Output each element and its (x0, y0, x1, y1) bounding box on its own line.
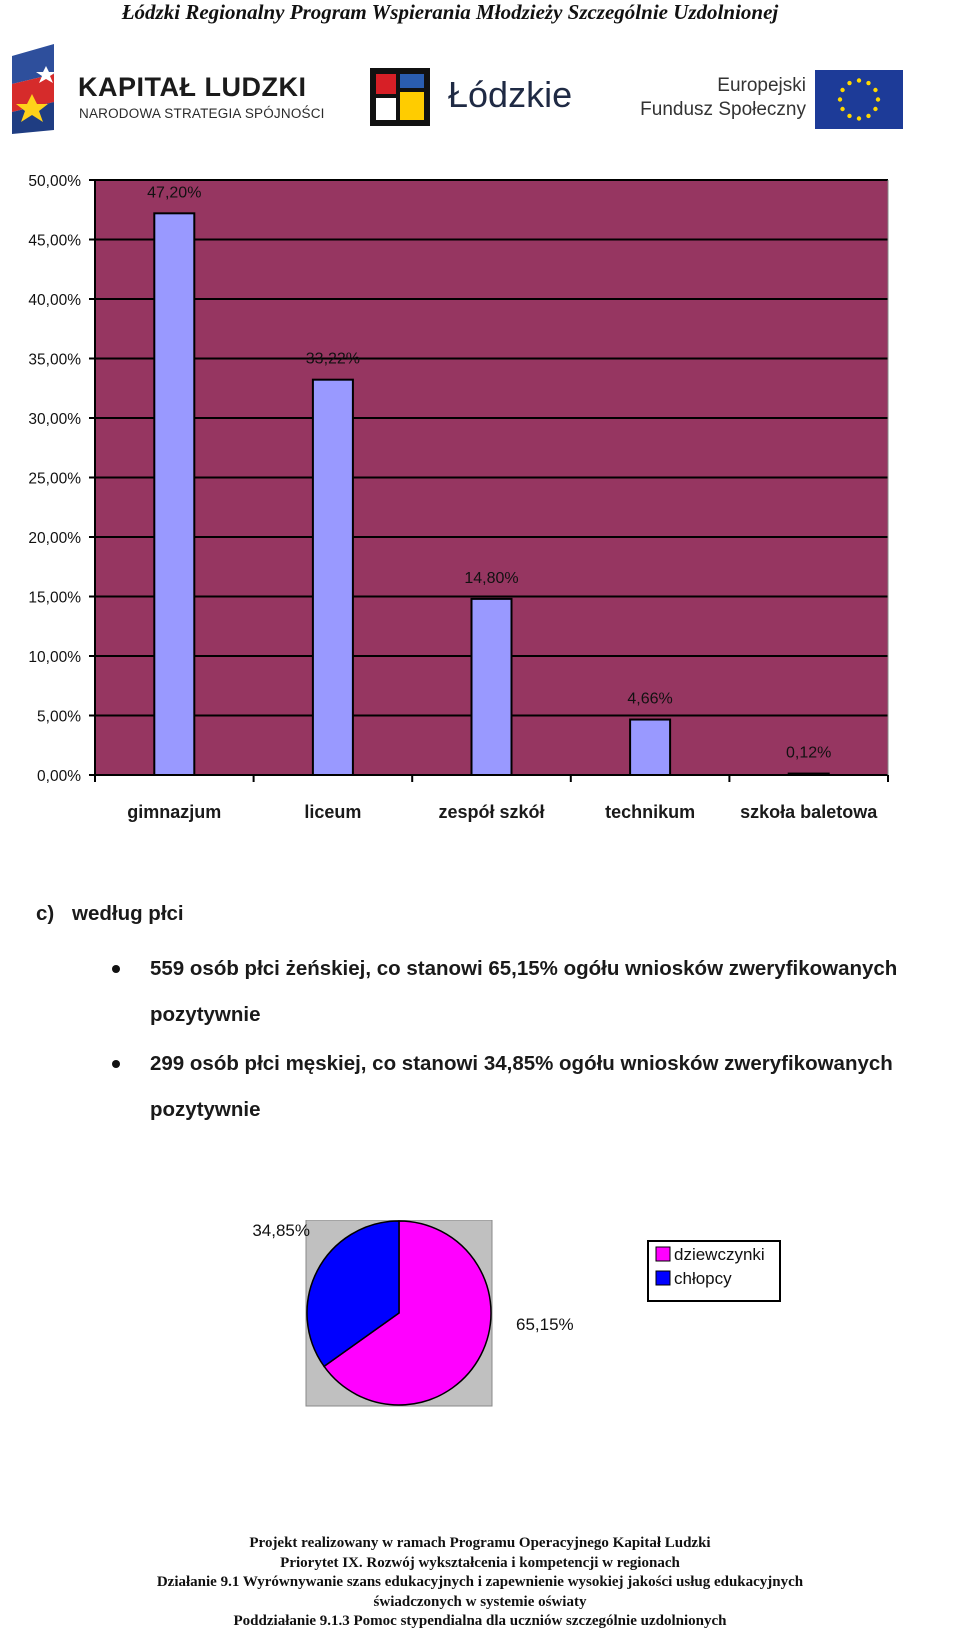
y-tick-label: 35,00% (28, 351, 81, 369)
bar (789, 774, 829, 775)
y-tick-label: 0,00% (37, 768, 81, 785)
bar (630, 720, 670, 775)
section-heading (36, 902, 184, 926)
eu-star-icon (840, 88, 844, 92)
pie-chart (240, 1220, 840, 1440)
y-tick-label: 30,00% (28, 411, 81, 428)
kapital-ludzki-subtitle: NARODOWA STRATEGIA SPÓJNOŚCI (79, 106, 325, 121)
data-label: 4,66% (627, 690, 673, 708)
y-tick-label: 45,00% (28, 232, 81, 250)
eu-star-icon (847, 114, 851, 118)
footer-line: Priorytet IX. Rozwój wykształcenia i kompetencji w regionach (280, 1554, 680, 1571)
efs-line1: Europejski (717, 75, 806, 96)
category-label: liceum (304, 802, 362, 822)
bullet-line: 559 osób płci żeńskiej, co stanowi 65,15% ogółu wniosków zweryfikowanych (150, 957, 898, 980)
eu-flag-icon (815, 70, 903, 129)
y-tick-label: 20,00% (28, 530, 81, 547)
pie-data-label: 34,85% (252, 1221, 310, 1240)
y-tick-label: 25,00% (28, 470, 81, 488)
footer (0, 1534, 960, 1632)
bullet-item-male (150, 1041, 960, 1133)
category-label: szkoła baletowa (740, 802, 878, 822)
kapital-ludzki-mark-icon (12, 44, 72, 134)
y-tick-label: 50,00% (28, 173, 81, 190)
eu-star-icon (838, 97, 842, 101)
data-label: 0,12% (786, 744, 832, 762)
y-tick-label: 5,00% (37, 708, 81, 726)
lodzkie-logo-text: Łódzkie (448, 74, 573, 115)
eu-star-icon (857, 78, 861, 82)
bullet-line: 299 osób płci męskiej, co stanowi 34,85% ogółu wniosków zweryfikowanych (150, 1052, 893, 1075)
section-letter: c) (36, 902, 55, 925)
y-tick-label: 10,00% (28, 649, 81, 666)
bullet-line: pozytywnie (150, 1003, 261, 1026)
footer-line: Działanie 9.1 Wyrównywanie szans edukacyjnych i zapewnienie wysokiej jakości usług edukacyjnych (156, 1574, 804, 1590)
section-heading-text: według płci (72, 902, 184, 925)
eu-star-icon (857, 116, 861, 120)
eu-star-icon (840, 107, 844, 111)
eu-star-icon (873, 88, 877, 92)
category-label: gimnazjum (127, 802, 222, 822)
efs-logo (626, 70, 906, 130)
legend-swatch (656, 1247, 670, 1261)
eu-star-icon (866, 81, 870, 85)
bar (313, 380, 353, 775)
legend-swatch (656, 1271, 670, 1285)
footer-line: Poddziałanie 9.1.3 Pomoc stypendialna dla uczniów szczególnie uzdolnionych (233, 1613, 727, 1629)
bar-chart (0, 170, 960, 860)
page-header-title: Łódzki Regionalny Program Wspierania Młodzieży Szczególnie Uzdolnionej (121, 0, 779, 24)
bullet-item-female (150, 946, 960, 1038)
bar (472, 599, 512, 775)
footer-line: świadczonych w systemie oświaty (373, 1593, 587, 1610)
bullet-icon (112, 1060, 120, 1068)
bullet-icon (112, 965, 120, 973)
y-tick-label: 40,00% (28, 292, 81, 309)
category-label: zespół szkół (438, 802, 545, 822)
lodzkie-logo (370, 68, 590, 128)
footer-line: Projekt realizowany w ramach Programu Operacyjnego Kapitał Ludzki (249, 1535, 711, 1551)
kapital-ludzki-title: KAPITAŁ LUDZKI (78, 72, 307, 102)
bar (154, 213, 194, 775)
pie-data-label: 65,15% (516, 1315, 574, 1334)
eu-star-icon (847, 81, 851, 85)
legend-label: chłopcy (674, 1269, 732, 1288)
eu-star-icon (876, 97, 880, 101)
efs-logo-text (640, 74, 806, 122)
y-tick-label: 15,00% (28, 589, 81, 607)
kapital-ludzki-logo (12, 44, 332, 134)
category-label: technikum (605, 802, 696, 822)
legend-label: dziewczynki (674, 1245, 765, 1264)
data-label: 33,22% (305, 350, 361, 368)
lodzkie-mark-icon (370, 68, 430, 126)
data-label: 14,80% (464, 569, 519, 587)
data-label: 47,20% (147, 184, 202, 202)
bullet-line: pozytywnie (150, 1098, 261, 1121)
eu-star-icon (873, 107, 877, 111)
efs-line2: Fundusz Społeczny (640, 99, 806, 120)
eu-star-icon (866, 114, 870, 118)
